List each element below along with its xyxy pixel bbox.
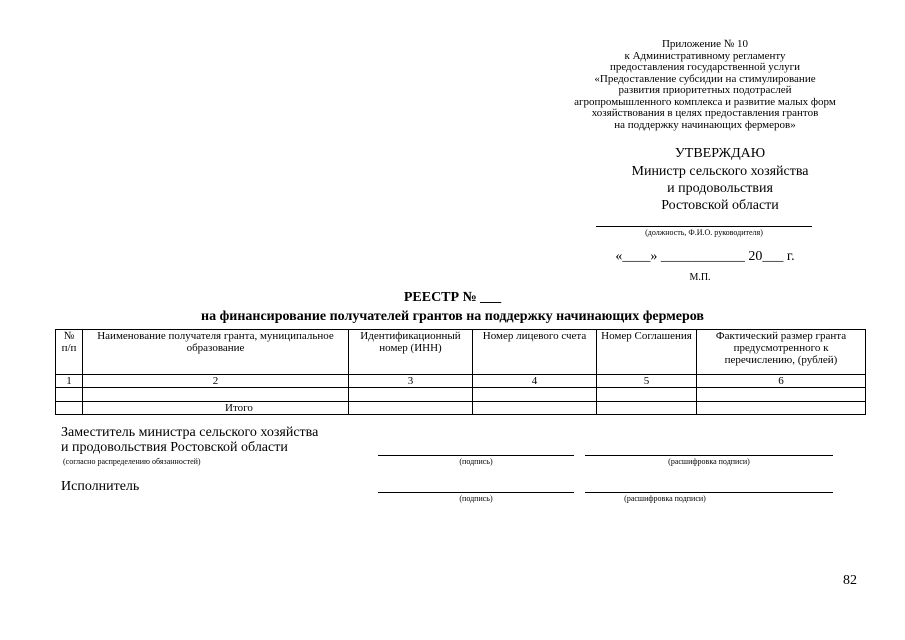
column-header-number: № п/п (56, 330, 83, 375)
appendix-line: хозяйствования в целях предоставления грантов (591, 107, 819, 119)
column-number: 4 (473, 375, 597, 388)
table-cell (349, 388, 473, 402)
table-cell (83, 388, 349, 402)
table-cell (56, 402, 83, 415)
deputy-signature-caption: (подпись) (459, 457, 493, 466)
deputy-signature-line (378, 455, 574, 456)
executor-label: Исполнитель (61, 479, 140, 494)
total-row (56, 402, 866, 415)
appendix-line: «Предоставление субсидии на стимулирование (594, 72, 816, 85)
approval-line: Министр сельского хозяйства (631, 164, 809, 179)
table-cell (473, 402, 597, 415)
table-cell (697, 388, 866, 402)
approval-signature-line (596, 226, 812, 227)
approval-line: и продовольствия (667, 181, 773, 196)
executor-decode-line (585, 492, 833, 493)
approval-heading: УТВЕРЖДАЮ (674, 146, 766, 161)
deputy-title-line2: и продовольствия Ростовской области (61, 440, 288, 455)
executor-decode-caption: (расшифровка подписи) (624, 494, 706, 503)
stamp-label: М.П. (689, 272, 711, 283)
column-number: 1 (56, 375, 83, 388)
column-number-row (56, 375, 866, 388)
total-label: Итого (83, 402, 349, 415)
deputy-decode-line (585, 455, 833, 456)
deputy-note: (согласно распределению обязанностей) (63, 457, 201, 466)
approval-block (600, 145, 840, 214)
table-cell (349, 402, 473, 415)
table-cell (697, 402, 866, 415)
appendix-line: Приложение № 10 (661, 38, 749, 50)
appendix-line: предоставления государственной услуги (609, 61, 801, 73)
approval-signature-caption: (должность, Ф.И.О. руководителя) (645, 228, 763, 237)
column-number: 6 (697, 375, 866, 388)
registry-table (55, 329, 866, 415)
table-cell (597, 402, 697, 415)
approval-line: Ростовской области (661, 198, 779, 213)
column-header-inn: Идентификационный номер (ИНН) (349, 330, 473, 375)
column-number: 2 (83, 375, 349, 388)
appendix-line: на поддержку начинающих фермеров» (614, 118, 796, 131)
table-cell (56, 388, 83, 402)
table-cell (473, 388, 597, 402)
executor-signature-line (378, 492, 574, 493)
column-header-amount: Фактический размер гранта предусмотренного к перечислению, (рублей) (697, 330, 866, 375)
column-header-recipient: Наименование получателя гранта, муниципальное образование (83, 330, 349, 375)
registry-subtitle: на финансирование получателей грантов на поддержку начинающих фермеров (201, 309, 704, 324)
approval-date-line: «____» ____________ 20___ г. (615, 249, 795, 264)
appendix-line: агропромышленного комплекса и развитие малых форм (574, 95, 836, 108)
deputy-title-line1: Заместитель министра сельского хозяйства (61, 425, 319, 440)
column-header-agreement: Номер Соглашения (597, 330, 697, 375)
column-number: 5 (597, 375, 697, 388)
registry-title: РЕЕСТР № ___ (403, 290, 502, 305)
page-number: 82 (843, 573, 857, 588)
table-cell (597, 388, 697, 402)
deputy-decode-caption: (расшифровка подписи) (668, 457, 750, 466)
column-header-account: Номер лицевого счета (473, 330, 597, 375)
appendix-line: развития приоритетных подотраслей (618, 84, 792, 96)
table-header-row (56, 330, 866, 375)
column-number: 3 (349, 375, 473, 388)
executor-signature-caption: (подпись) (459, 494, 493, 503)
appendix-line: к Административному регламенту (624, 49, 786, 62)
table-row (56, 388, 866, 402)
appendix-header (540, 39, 870, 131)
